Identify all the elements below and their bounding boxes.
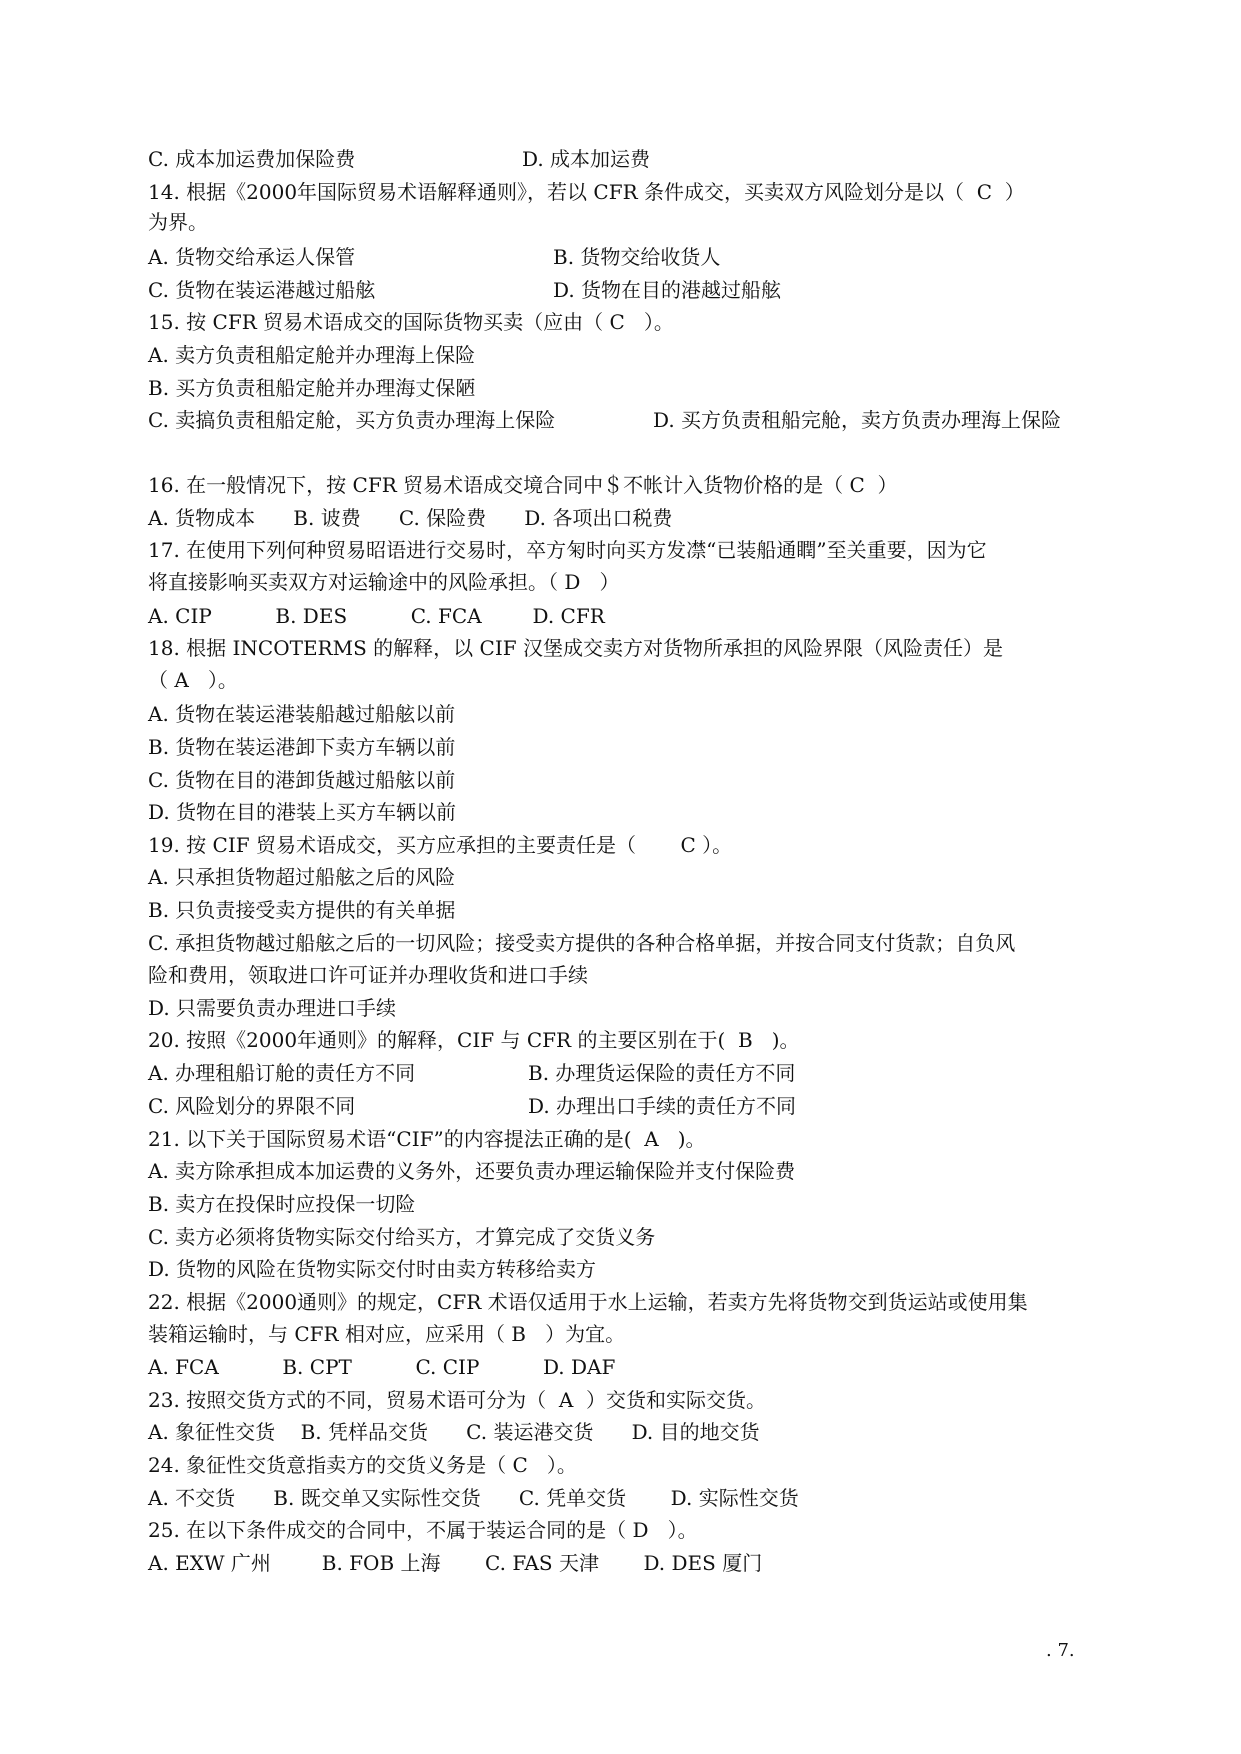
text-line: C. 风险划分的界限不同 [148,1094,356,1118]
text-line: 23. 按照交货方式的不同，贸易术语可分为（ A ）交货和实际交货。 [148,1388,767,1412]
text-line: 14. 根据《2000年国际贸易术语解释通则》，若以 CFR 条件成交，买卖双方风险划分是以（ C ） [148,180,1025,204]
text-line: 20. 按照《2000年通则》的解释，CIF 与 CFR 的主要区别在于( B )。 [148,1028,800,1052]
text-line: （ A ）。 [148,668,238,692]
text-line: A. 卖方除承担成本加运费的义务外，还要负责办理运输保险并支付保险费 [148,1159,796,1183]
text-line: 18. 根据 INCOTERMS 的解释，以 CIF 汉堡成交卖方对货物所承担的风险界限（风险责任）是 [148,636,1003,660]
text-line: 将直接影响买卖双方对运输途中的风险承担。（ D ） [148,570,620,594]
text-line: B. 货物在装运港卸下卖方车辆以前 [148,735,456,759]
text-line: 25. 在以下条件成交的合同中，不属于装运合同的是（ D ）。 [148,1518,698,1542]
text-line: 15. 按 CFR 贸易术语成交的国际货物买卖（应由（ C ）。 [148,310,674,334]
text-line: C. 成本加运费加保险费 [148,147,356,171]
text-line: C. 卖搞负责租船定舱，买方负责办理海上保险 [148,408,556,432]
text-line: A. FCA B. CPT C. CIP D. DAF [148,1355,616,1379]
text-line: A. 货物在装运港装船越过船舷以前 [148,702,456,726]
text-line: 17. 在使用下列何种贸易昭语进行交易时，卒方匊时向买方发凚“已装船通瞤”至关重要，因为它 [148,538,987,562]
text-line: 21. 以下关于国际贸易术语“CIF”的内容提法正确的是( A )。 [148,1127,706,1151]
text-line: A. 卖方负责租船定舱并办理海上保险 [148,343,476,367]
text-line: 险和费用，领取进口许可证并办理收货和进口手续 [148,963,588,987]
text-line-option: D. 办理出口手续的责任方不同 [528,1094,797,1118]
text-line: C. 卖方必须将货物实际交付给买方，才算完成了交货义务 [148,1225,656,1249]
text-line: 24. 象征性交货意指卖方的交货义务是（ C ）。 [148,1453,577,1477]
text-line: 16. 在一般情况下，按 CFR 贸易术语成交境合同中＄不帐计入货物价格的是（ C ） [148,473,898,497]
text-line: A. 只承担货物超过船舷之后的风险 [148,865,456,889]
text-line: D. 货物的风险在货物实际交付时由卖方转移给卖方 [148,1257,597,1281]
text-line: D. 只需要负责办理进口手续 [148,996,397,1020]
text-line: A. EXW 广州 B. FOB 上海 C. FAS 天津 D. DES 厦门 [148,1551,763,1575]
text-line: 19. 按 CIF 贸易术语成交，买方应承担的主要责任是（ C ）。 [148,833,733,857]
text-line-option: D. 买方负责租船完舱，卖方负责办理海上保险 [653,408,1062,432]
text-line: A. 货物交给承运人保管 [148,245,356,269]
text-line: B. 卖方在投保时应投保一切险 [148,1192,416,1216]
text-line: A. 办理租船订舱的责任方不同 [148,1061,416,1085]
page-number: . 7. [1046,1640,1075,1661]
text-line: C. 承担货物越过船舷之后的一切风险；接受卖方提供的各种合格单据，并按合同支付货款；自负风 [148,931,1016,955]
text-line: C. 货物在目的港卸货越过船舷以前 [148,768,456,792]
text-line: 22. 根据《2000通则》的规定，CFR 术语仅适用于水上运输，若卖方先将货物交到货运站或使用集 [148,1290,1028,1314]
text-line: B. 买方负责租船定舱并办理海丈保陋 [148,376,476,400]
text-line: A. 不交货 B. 既交单又实际性交货 C. 凭单交货 D. 实际性交货 [148,1486,799,1510]
text-line: A. 货物成本 B. 诐费 C. 保险费 D. 各项出口税费 [148,506,673,530]
text-line-option: D. 货物在目的港越过船舷 [553,278,782,302]
text-line: 装箱运输时，与 CFR 相对应，应采用（ B ）为宜。 [148,1322,626,1346]
text-line: B. 只负责接受卖方提供的有关单据 [148,898,456,922]
text-line-option: B. 办理货运保险的责任方不同 [528,1061,796,1085]
text-line: D. 货物在目的港装上买方车辆以前 [148,800,457,824]
text-line: 为界。 [148,210,208,234]
text-line: A. 象征性交货 B. 凭样品交货 C. 装运港交货 D. 目的地交货 [148,1420,760,1444]
text-line: A. CIP B. DES C. FCA D. CFR [148,604,605,628]
text-line: C. 货物在装运港越过船舷 [148,278,376,302]
text-line-option: B. 货物交给收货人 [553,245,721,269]
text-line-option: D. 成本加运费 [522,147,651,171]
